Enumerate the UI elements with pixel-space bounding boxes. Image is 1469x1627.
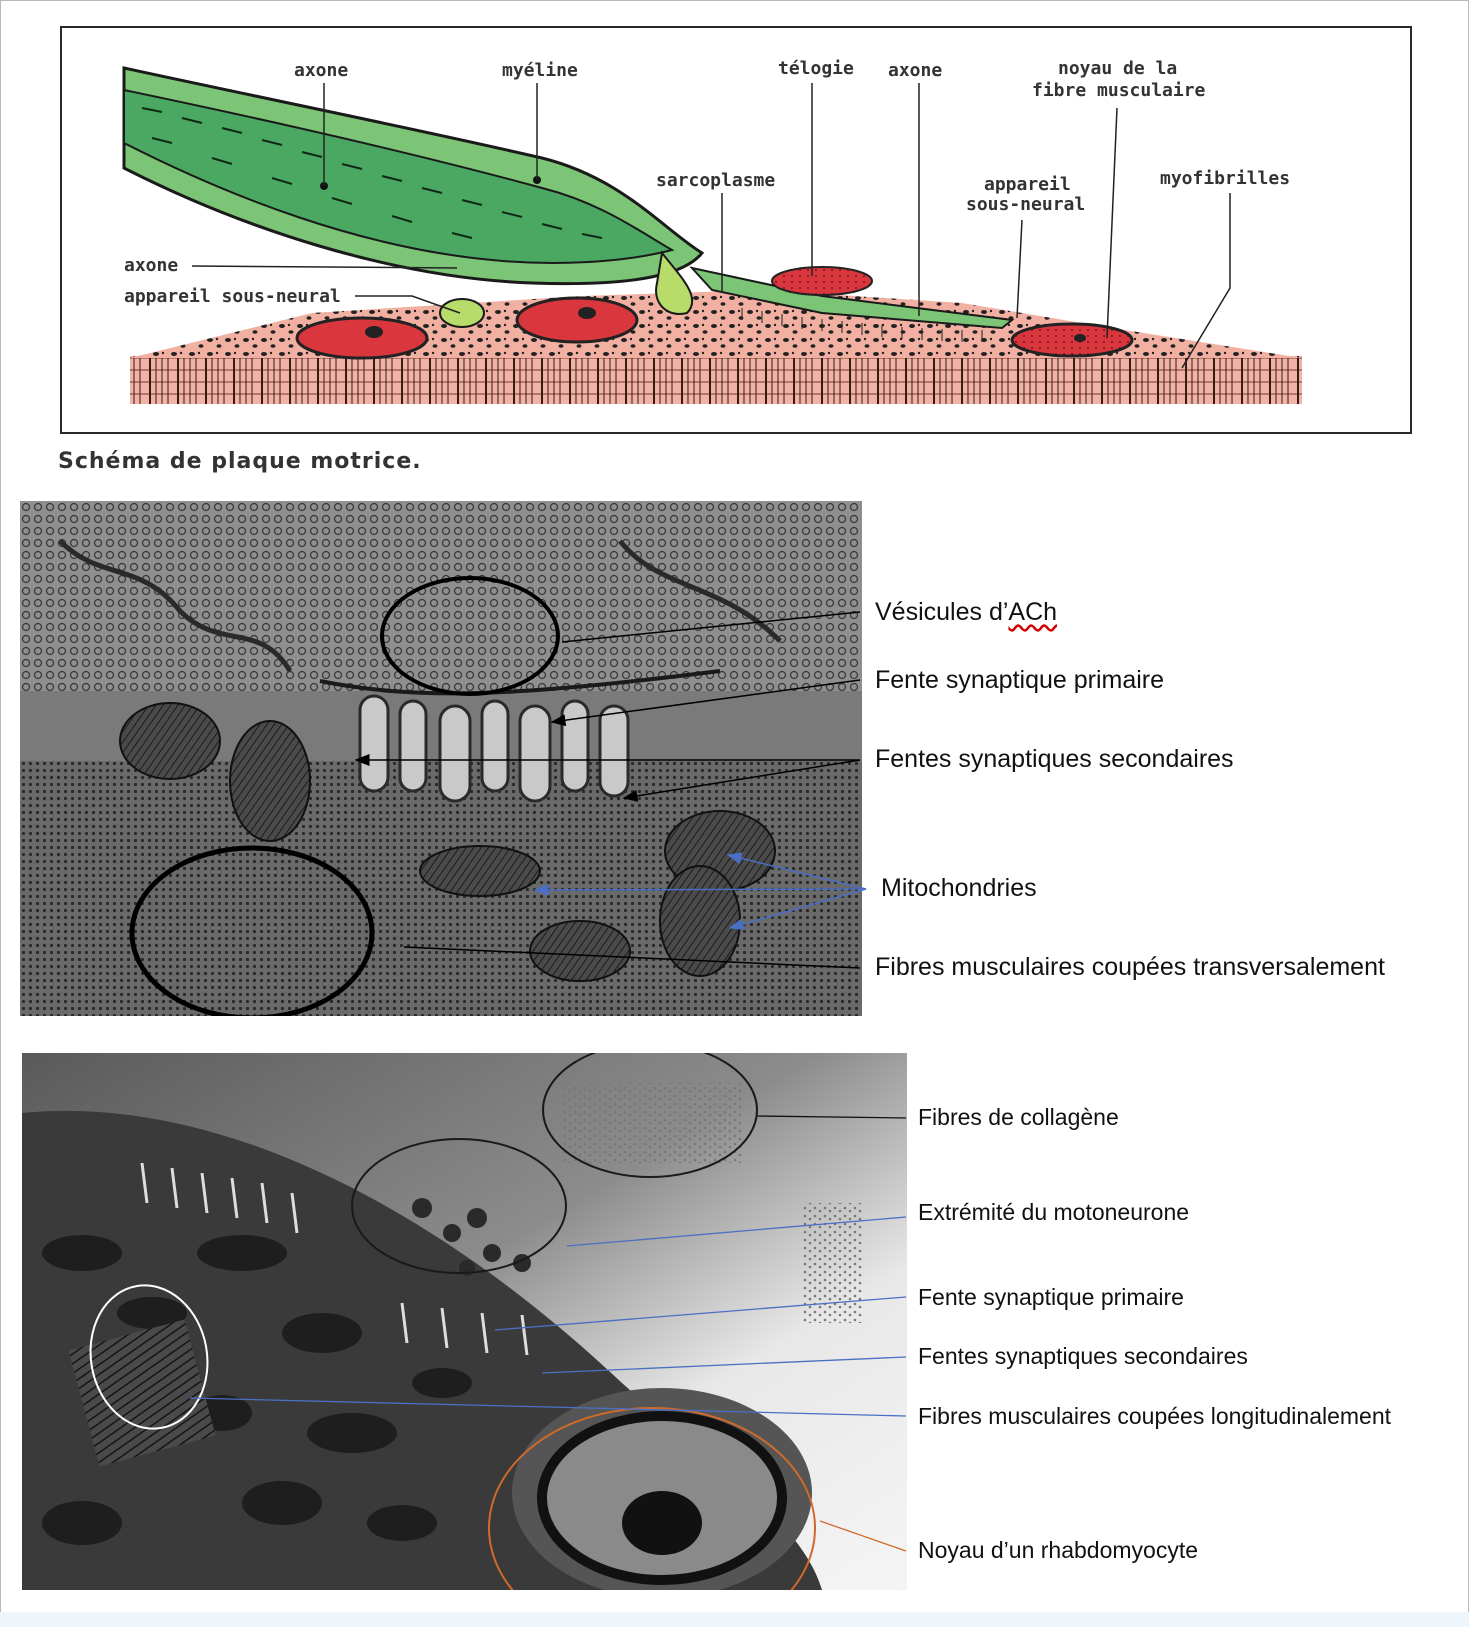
- label-axone-right: axone: [888, 60, 943, 81]
- label-mitochondries: Mitochondries: [881, 874, 1037, 902]
- label-vesicules-ach: Vésicules d’ACh: [875, 598, 1058, 626]
- muscle-nucleus-3: [1012, 324, 1132, 356]
- teloglia-nucleus: [772, 267, 872, 295]
- label-noyau-line1: noyau de la: [1058, 58, 1178, 79]
- diagram-caption: Schéma de plaque motrice.: [58, 449, 422, 474]
- muscle-nucleus-2: [517, 298, 637, 342]
- diagram-drawing: [62, 28, 1410, 432]
- label-telogie: télogie: [778, 58, 854, 79]
- nucleolus-1: [365, 326, 383, 338]
- label-myofibrilles: myofibrilles: [1160, 168, 1291, 189]
- nucleolus-3: [1074, 334, 1086, 342]
- label-appareil-line2: sous-neural: [966, 194, 1086, 215]
- nucleolus-2: [578, 307, 596, 319]
- label-fibres-longitudinales: Fibres musculaires coupées longitudinalement: [918, 1403, 1392, 1429]
- label-axone-top: axone: [294, 60, 349, 81]
- label-noyau-rhabdomyocyte: Noyau d’un rhabdomyocyte: [918, 1537, 1198, 1563]
- label-motoneurone: Extrémité du motoneurone: [918, 1199, 1190, 1225]
- label-appareil-line1: appareil: [984, 174, 1071, 195]
- label-noyau-line2: fibre musculaire: [1032, 80, 1206, 101]
- label-fentes-secondaires-1: Fentes synaptiques secondaires: [875, 745, 1234, 773]
- label-axone-left: axone: [124, 255, 179, 276]
- label-appareil-left: appareil sous-neural: [124, 286, 341, 307]
- electron-micrograph-transverse: [20, 501, 862, 1016]
- axon-terminal-left: [440, 299, 484, 327]
- micrograph-2-image: [22, 1053, 907, 1590]
- motor-endplate-diagram: [60, 26, 1412, 434]
- myofibrils-band: [130, 356, 1302, 404]
- label-fibres-transversales: Fibres musculaires coupées transversalement: [875, 953, 1385, 981]
- label-fente-primaire-2: Fente synaptique primaire: [918, 1284, 1184, 1310]
- label-myeline: myéline: [502, 60, 578, 81]
- micrograph-1-image: [20, 501, 862, 1016]
- muscle-nucleus-1: [297, 318, 427, 358]
- label-sarcoplasme: sarcoplasme: [656, 170, 776, 191]
- bottom-strip: [0, 1612, 1469, 1627]
- label-collagene: Fibres de collagène: [918, 1104, 1119, 1130]
- label-fente-primaire-1: Fente synaptique primaire: [875, 666, 1165, 694]
- electron-micrograph-longitudinal: [22, 1053, 907, 1590]
- label-fentes-secondaires-2: Fentes synaptiques secondaires: [918, 1343, 1248, 1369]
